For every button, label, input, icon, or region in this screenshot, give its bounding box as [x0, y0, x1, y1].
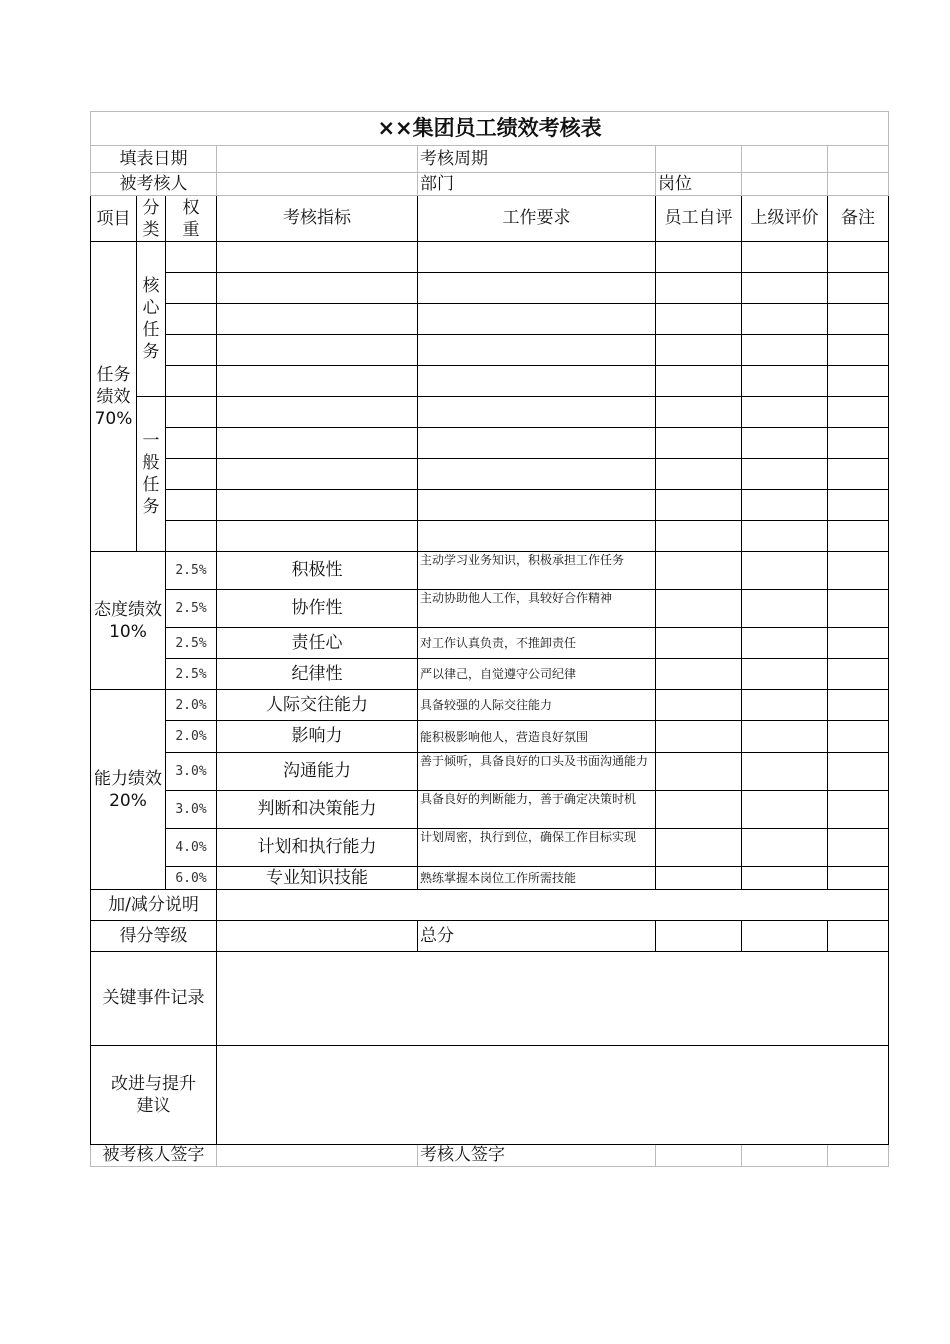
requirement-cell[interactable]: [418, 366, 656, 397]
remark-cell[interactable]: [828, 273, 889, 304]
weight-cell[interactable]: [166, 459, 217, 490]
indicator-cell[interactable]: [217, 273, 418, 304]
requirement-cell[interactable]: [418, 490, 656, 521]
ability-indicator: 专业知识技能: [217, 867, 418, 890]
self-eval-cell[interactable]: [656, 590, 742, 628]
weight-cell[interactable]: [166, 397, 217, 428]
attitude-requirement: 主动学习业务知识，积极承担工作任务: [418, 552, 656, 590]
header-weight: 权重: [166, 196, 217, 242]
superior-eval-cell[interactable]: [742, 366, 828, 397]
self-eval-cell[interactable]: [656, 273, 742, 304]
remark-cell[interactable]: [828, 366, 889, 397]
assessee-sign-field[interactable]: [217, 1145, 418, 1167]
adjust-label: 加/减分说明: [91, 890, 217, 921]
general-task-label: 一般任务: [137, 397, 166, 552]
self-eval-cell[interactable]: [656, 397, 742, 428]
attitude-performance-label: 态度绩效10%: [91, 552, 166, 690]
indicator-cell[interactable]: [217, 335, 418, 366]
superior-eval-cell[interactable]: [742, 552, 828, 590]
superior-eval-cell[interactable]: [742, 867, 828, 890]
post-field[interactable]: [742, 173, 828, 196]
total-field[interactable]: [656, 921, 742, 952]
remark-cell[interactable]: [828, 659, 889, 690]
fill-date-label: 填表日期: [91, 146, 217, 173]
indicator-cell[interactable]: [217, 304, 418, 335]
attitude-indicator: 协作性: [217, 590, 418, 628]
self-eval-cell[interactable]: [656, 659, 742, 690]
ability-requirement: 计划周密，执行到位，确保工作目标实现: [418, 829, 656, 867]
key-events-field[interactable]: [217, 952, 889, 1046]
ability-weight: 2.0%: [166, 690, 217, 721]
superior-eval-cell[interactable]: [742, 521, 828, 552]
superior-eval-cell[interactable]: [742, 829, 828, 867]
requirement-cell[interactable]: [418, 521, 656, 552]
remark-cell[interactable]: [828, 304, 889, 335]
weight-cell[interactable]: [166, 428, 217, 459]
assessor-sign-field-2[interactable]: [742, 1145, 828, 1167]
assessor-sign-field-3[interactable]: [828, 1145, 889, 1167]
superior-eval-cell[interactable]: [742, 721, 828, 753]
self-eval-cell[interactable]: [656, 521, 742, 552]
self-eval-cell[interactable]: [656, 366, 742, 397]
header-indicator: 考核指标: [217, 196, 418, 242]
dept-label: 部门: [418, 173, 656, 196]
superior-eval-cell[interactable]: [742, 397, 828, 428]
header-superior-eval: 上级评价: [742, 196, 828, 242]
remark-cell[interactable]: [828, 397, 889, 428]
remark-cell[interactable]: [828, 242, 889, 273]
remark-cell[interactable]: [828, 690, 889, 721]
self-eval-cell[interactable]: [656, 628, 742, 659]
requirement-cell[interactable]: [418, 242, 656, 273]
self-eval-cell[interactable]: [656, 867, 742, 890]
ability-weight: 3.0%: [166, 753, 217, 791]
remark-cell[interactable]: [828, 753, 889, 791]
remark-cell[interactable]: [828, 459, 889, 490]
superior-eval-cell[interactable]: [742, 753, 828, 791]
superior-eval-cell[interactable]: [742, 242, 828, 273]
superior-eval-cell[interactable]: [742, 628, 828, 659]
ability-requirement: 善于倾听，具备良好的口头及书面沟通能力: [418, 753, 656, 791]
requirement-cell[interactable]: [418, 459, 656, 490]
remark-cell[interactable]: [828, 867, 889, 890]
superior-eval-cell[interactable]: [742, 273, 828, 304]
ability-weight: 3.0%: [166, 791, 217, 829]
self-eval-cell[interactable]: [656, 721, 742, 753]
weight-cell[interactable]: [166, 490, 217, 521]
form-title: ××集团员工绩效考核表: [91, 112, 889, 146]
remark-cell[interactable]: [828, 721, 889, 753]
indicator-cell[interactable]: [217, 490, 418, 521]
ability-requirement: 熟练掌握本岗位工作所需技能: [418, 867, 656, 890]
self-eval-cell[interactable]: [656, 791, 742, 829]
attitude-indicator: 纪律性: [217, 659, 418, 690]
ability-weight: 2.0%: [166, 721, 217, 753]
fill-date-field[interactable]: [217, 146, 418, 173]
improve-label: 改进与提升建议: [91, 1046, 217, 1145]
remark-cell[interactable]: [828, 829, 889, 867]
total-field-2[interactable]: [742, 921, 828, 952]
ability-indicator: 判断和决策能力: [217, 791, 418, 829]
attitude-weight: 2.5%: [166, 590, 217, 628]
ability-weight: 6.0%: [166, 867, 217, 890]
remark-cell[interactable]: [828, 428, 889, 459]
superior-eval-cell[interactable]: [742, 335, 828, 366]
self-eval-cell[interactable]: [656, 829, 742, 867]
self-eval-cell[interactable]: [656, 459, 742, 490]
ability-indicator: 沟通能力: [217, 753, 418, 791]
assessor-sign-label: 考核人签字: [418, 1145, 656, 1167]
superior-eval-cell[interactable]: [742, 459, 828, 490]
post-field-2[interactable]: [828, 173, 889, 196]
indicator-cell[interactable]: [217, 242, 418, 273]
header-remark: 备注: [828, 196, 889, 242]
ability-requirement: 具备较强的人际交往能力: [418, 690, 656, 721]
requirement-cell[interactable]: [418, 304, 656, 335]
indicator-cell[interactable]: [217, 459, 418, 490]
self-eval-cell[interactable]: [656, 552, 742, 590]
header-item: 项目: [91, 196, 137, 242]
self-eval-cell[interactable]: [656, 335, 742, 366]
weight-cell[interactable]: [166, 366, 217, 397]
total-label: 总分: [418, 921, 656, 952]
remark-cell[interactable]: [828, 335, 889, 366]
remark-cell[interactable]: [828, 590, 889, 628]
superior-eval-cell[interactable]: [742, 791, 828, 829]
ability-requirement: 具备良好的判断能力，善于确定决策时机: [418, 791, 656, 829]
attitude-indicator: 积极性: [217, 552, 418, 590]
remark-cell[interactable]: [828, 521, 889, 552]
superior-eval-cell[interactable]: [742, 304, 828, 335]
assessee-field[interactable]: [217, 173, 418, 196]
requirement-cell[interactable]: [418, 273, 656, 304]
weight-cell[interactable]: [166, 521, 217, 552]
header-category: 分类: [137, 196, 166, 242]
remark-cell[interactable]: [828, 628, 889, 659]
indicator-cell[interactable]: [217, 366, 418, 397]
assessor-sign-field[interactable]: [656, 1145, 742, 1167]
attitude-requirement: 主动协助他人工作，具较好合作精神: [418, 590, 656, 628]
weight-cell[interactable]: [166, 304, 217, 335]
attitude-weight: 2.5%: [166, 659, 217, 690]
assessee-sign-label: 被考核人签字: [91, 1145, 217, 1167]
self-eval-cell[interactable]: [656, 490, 742, 521]
attitude-requirement: 严以律己，自觉遵守公司纪律: [418, 659, 656, 690]
self-eval-cell[interactable]: [656, 242, 742, 273]
performance-appraisal-table: [90, 111, 889, 1167]
ability-requirement: 能积极影响他人，营造良好氛围: [418, 721, 656, 753]
assessee-label: 被考核人: [91, 173, 217, 196]
self-eval-cell[interactable]: [656, 753, 742, 791]
ability-weight: 4.0%: [166, 829, 217, 867]
indicator-cell[interactable]: [217, 521, 418, 552]
superior-eval-cell[interactable]: [742, 659, 828, 690]
grade-label: 得分等级: [91, 921, 217, 952]
period-label: 考核周期: [418, 146, 656, 173]
self-eval-cell[interactable]: [656, 304, 742, 335]
weight-cell[interactable]: [166, 335, 217, 366]
period-field-2[interactable]: [742, 146, 828, 173]
period-field-3[interactable]: [828, 146, 889, 173]
weight-cell[interactable]: [166, 273, 217, 304]
ability-indicator: 影响力: [217, 721, 418, 753]
ability-indicator: 计划和执行能力: [217, 829, 418, 867]
attitude-weight: 2.5%: [166, 628, 217, 659]
ability-indicator: 人际交往能力: [217, 690, 418, 721]
post-label: 岗位: [656, 173, 742, 196]
self-eval-cell[interactable]: [656, 428, 742, 459]
superior-eval-cell[interactable]: [742, 428, 828, 459]
ability-performance-label: 能力绩效20%: [91, 690, 166, 890]
core-task-label: 核心任务: [137, 242, 166, 397]
grade-field[interactable]: [217, 921, 418, 952]
improve-field[interactable]: [217, 1046, 889, 1145]
attitude-requirement: 对工作认真负责，不推卸责任: [418, 628, 656, 659]
self-eval-cell[interactable]: [656, 690, 742, 721]
requirement-cell[interactable]: [418, 397, 656, 428]
header-requirement: 工作要求: [418, 196, 656, 242]
indicator-cell[interactable]: [217, 428, 418, 459]
weight-cell[interactable]: [166, 242, 217, 273]
key-events-label: 关键事件记录: [91, 952, 217, 1046]
superior-eval-cell[interactable]: [742, 590, 828, 628]
remark-cell[interactable]: [828, 791, 889, 829]
period-field[interactable]: [656, 146, 742, 173]
superior-eval-cell[interactable]: [742, 490, 828, 521]
remark-cell[interactable]: [828, 490, 889, 521]
attitude-weight: 2.5%: [166, 552, 217, 590]
task-performance-label: 任务绩效70%: [91, 242, 137, 552]
remark-cell[interactable]: [828, 552, 889, 590]
adjust-field[interactable]: [217, 890, 889, 921]
header-self-eval: 员工自评: [656, 196, 742, 242]
total-field-3[interactable]: [828, 921, 889, 952]
superior-eval-cell[interactable]: [742, 690, 828, 721]
indicator-cell[interactable]: [217, 397, 418, 428]
requirement-cell[interactable]: [418, 428, 656, 459]
requirement-cell[interactable]: [418, 335, 656, 366]
attitude-indicator: 责任心: [217, 628, 418, 659]
